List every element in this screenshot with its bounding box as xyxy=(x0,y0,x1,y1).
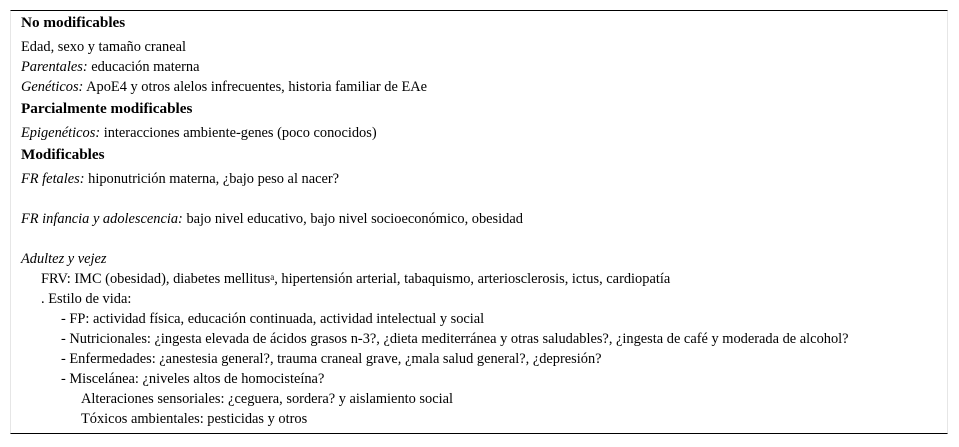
row-adultez-vejez xyxy=(21,250,107,268)
row-edad-sexo: Edad, sexo y tamaño craneal xyxy=(21,39,187,55)
row-frv xyxy=(41,270,670,288)
heading-no-modificables: No modificables xyxy=(21,14,126,31)
text-frv-a: FRV: IMC (obesidad), diabetes mellitus xyxy=(41,271,271,287)
row-toxicos-ambientales: Tóxicos ambientales: pesticidas y otros xyxy=(81,411,308,427)
label-parentales: Parentales: xyxy=(21,59,88,75)
label-geneticos: Genéticos: xyxy=(21,79,84,95)
text-epigeneticos: interacciones ambiente-genes (poco conocidos) xyxy=(100,125,377,141)
text-geneticos: ApoE4 y otros alelos infrecuentes, historia familiar de EAe xyxy=(83,79,428,95)
label-fr-fetales: FR fetales: xyxy=(21,171,85,187)
row-estilo-de-vida: . Estilo de vida: xyxy=(41,291,132,307)
row-fr-infancia xyxy=(21,210,523,228)
row-parentales xyxy=(21,58,199,76)
row-geneticos xyxy=(21,78,427,96)
row-fp: - FP: actividad física, educación continuada, actividad intelectual y social xyxy=(61,311,485,327)
label-fr-infancia: FR infancia y adolescencia: xyxy=(21,211,183,227)
row-enfermedades: - Enfermedades: ¿anestesia general?, trauma craneal grave, ¿mala salud general?, ¿depresión? xyxy=(61,351,602,367)
row-nutricionales: - Nutricionales: ¿ingesta elevada de ácidos grasos n-3?, ¿dieta mediterránea y otras saludables?, ¿ingesta de café y moderada de alcohol? xyxy=(61,331,849,347)
text-fr-infancia: bajo nivel educativo, bajo nivel socioeconómico, obesidad xyxy=(182,211,523,227)
row-epigeneticos xyxy=(21,124,377,142)
heading-modificables: Modificables xyxy=(21,146,105,163)
row-alteraciones-sensoriales: Alteraciones sensoriales: ¿ceguera, sordera? y aislamiento social xyxy=(81,391,453,407)
row-miscelanea: - Miscelánea: ¿niveles altos de homocisteína? xyxy=(61,371,325,387)
label-adultez-vejez: Adultez y vejez xyxy=(21,251,107,267)
label-epigeneticos: Epigenéticos: xyxy=(21,125,101,141)
footnote-marker: a xyxy=(270,272,275,282)
row-fr-fetales xyxy=(21,170,339,188)
text-fr-fetales: hiponutrición materna, ¿bajo peso al nacer? xyxy=(84,171,340,187)
heading-parcialmente-modificables: Parcialmente modificables xyxy=(21,100,193,117)
text-frv-b: , hipertensión arterial, tabaquismo, arteriosclerosis, ictus, cardiopatía xyxy=(274,271,671,287)
text-parentales: educación materna xyxy=(87,59,200,75)
